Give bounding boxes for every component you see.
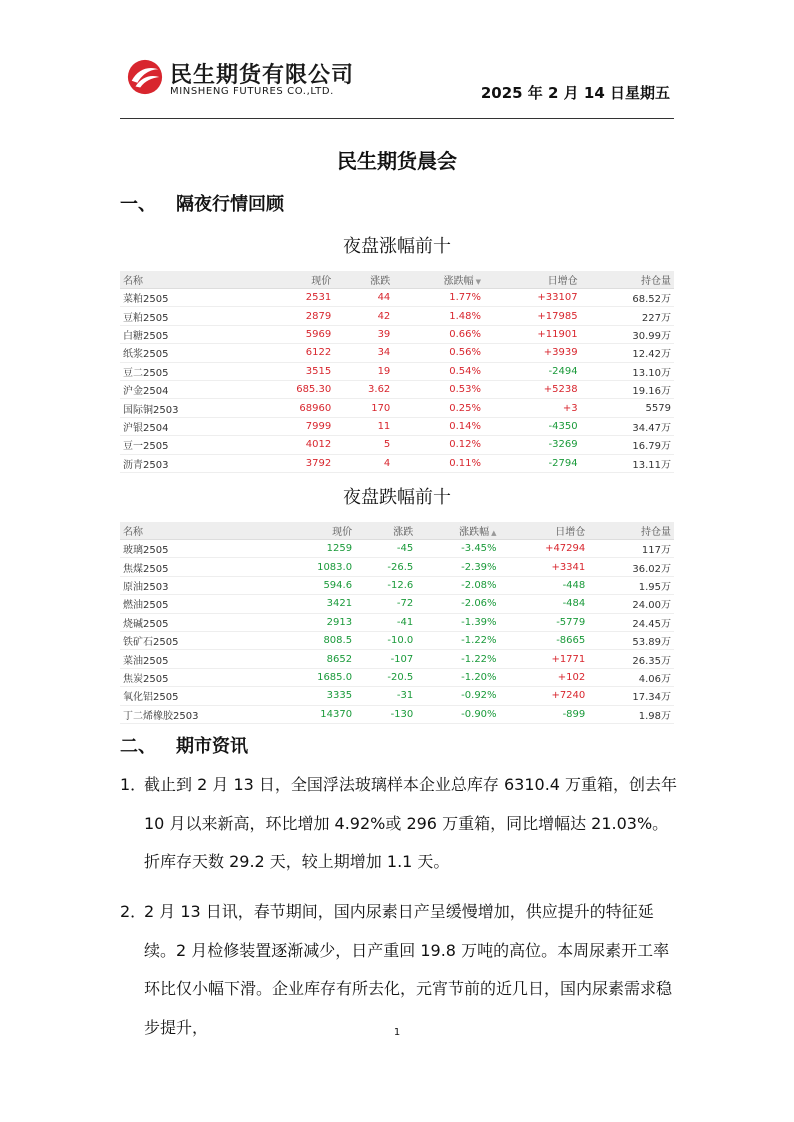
col-header-label: 涨跌幅 [459,527,490,538]
cell-price: 6122 [248,344,334,362]
cell-change: 39 [334,325,393,343]
col-header-price[interactable]: 现价 [248,271,334,289]
cell-change: -45 [355,540,416,558]
table-title-gainers: 夜盘涨幅前十 [343,236,451,257]
company-name-cn: 民生期货有限公司 [170,63,355,88]
cell-price: 5969 [248,325,334,343]
cell-name: 豆二2505 [120,362,248,380]
cell-open-interest: 19.16万 [581,380,674,398]
table-row[interactable] [120,436,674,454]
cell-change: 3.62 [334,380,393,398]
cell-daily-oi: +102 [500,668,589,686]
cell-change: -26.5 [355,558,416,576]
cell-name: 国际铜2503 [120,399,248,417]
cell-change: -31 [355,687,416,705]
cell-name: 沪金2504 [120,380,248,398]
cell-change: 44 [334,289,393,307]
table-row[interactable] [120,307,674,325]
cell-open-interest: 24.00万 [588,595,674,613]
table-row[interactable] [120,613,674,631]
section-title: 期市资讯 [176,736,248,757]
cell-change-pct: 0.11% [393,454,484,472]
table-row[interactable] [120,576,674,594]
cell-price: 808.5 [276,631,355,649]
section-number: 二、 [120,736,156,757]
section-title: 隔夜行情回顾 [176,194,284,215]
table-row[interactable] [120,399,674,417]
cell-price: 2879 [248,307,334,325]
cell-daily-oi: +47294 [500,540,589,558]
table-row[interactable] [120,380,674,398]
cell-open-interest: 16.79万 [581,436,674,454]
cell-open-interest: 24.45万 [588,613,674,631]
cell-open-interest: 117万 [588,540,674,558]
cell-change: 42 [334,307,393,325]
table-header-row [120,522,674,540]
cell-daily-oi: +3341 [500,558,589,576]
cell-change-pct: -2.39% [416,558,499,576]
cell-name: 菜粕2505 [120,289,248,307]
table-row[interactable] [120,595,674,613]
cell-change-pct: 0.54% [393,362,484,380]
cell-change-pct: 0.53% [393,380,484,398]
cell-change: -107 [355,650,416,668]
cell-name: 玻璃2505 [120,540,276,558]
news-text: 截止到 2 月 13 日，全国浮法玻璃样本企业总库存 6310.4 万重箱，创去年 10 月以来新高，环比增加 4.92%或 296 万重箱，同比增幅达 21.03%。折库存天数 29.2 天，较上期增加 1.1 天。 [144,775,678,871]
news-item-1 [120,766,680,882]
losers-table [120,522,674,724]
cell-price: 3421 [276,595,355,613]
cell-name: 沥青2503 [120,454,248,472]
cell-name: 菜油2505 [120,650,276,668]
col-header-price[interactable]: 现价 [276,522,355,540]
cell-name: 沪银2504 [120,417,248,435]
cell-daily-oi: +1771 [500,650,589,668]
cell-daily-oi: -2494 [484,362,581,380]
company-name-en: MINSHENG FUTURES CO.,LTD. [170,86,334,97]
cell-daily-oi: -448 [500,576,589,594]
table-row[interactable] [120,687,674,705]
news-number: 1． [120,775,147,794]
document-title: 民生期货晨会 [337,149,457,173]
section-heading-overnight [120,190,284,216]
sort-desc-icon: ▼ [475,278,482,286]
cell-change-pct: -1.39% [416,613,499,631]
page-header [120,52,674,119]
cell-name: 焦炭2505 [120,668,276,686]
cell-change: -12.6 [355,576,416,594]
section-heading-news [120,732,248,758]
cell-change: 4 [334,454,393,472]
cell-change: 11 [334,417,393,435]
cell-change-pct: 1.77% [393,289,484,307]
cell-change: -130 [355,705,416,723]
cell-open-interest: 227万 [581,307,674,325]
table-row[interactable] [120,631,674,649]
cell-change-pct: 0.56% [393,344,484,362]
cell-change: 5 [334,436,393,454]
cell-price: 685.30 [248,380,334,398]
company-logo [126,56,366,102]
cell-change-pct: -3.45% [416,540,499,558]
cell-price: 1685.0 [276,668,355,686]
table-row[interactable] [120,558,674,576]
cell-change-pct: -2.08% [416,576,499,594]
cell-daily-oi: +3 [484,399,581,417]
table-row[interactable] [120,668,674,686]
report-date: 2025 年 2 月 14 日星期五 [480,84,670,102]
cell-price: 3792 [248,454,334,472]
cell-daily-oi: -8665 [500,631,589,649]
table-row[interactable] [120,540,674,558]
cell-daily-oi: +7240 [500,687,589,705]
minsheng-logo-icon [126,58,164,96]
col-header-change-pct[interactable] [393,271,484,289]
cell-name: 氧化铝2505 [120,687,276,705]
cell-open-interest: 26.35万 [588,650,674,668]
cell-change-pct: -0.90% [416,705,499,723]
table-row[interactable] [120,417,674,435]
cell-name: 烧碱2505 [120,613,276,631]
news-text: 2 月 13 日讯，春节期间，国内尿素日产呈缓慢增加，供应提升的特征延续。2 月检修装置逐渐减少，日产重回 19.8 万吨的高位。本周尿素开工率环比仅小幅下滑。企业库存有所去化，元宵节前的近几日，国内尿素需求稳步提升， [144,902,673,1037]
col-header-change[interactable]: 涨跌 [334,271,393,289]
col-header-change-pct[interactable] [416,522,499,540]
cell-daily-oi: -484 [500,595,589,613]
cell-name: 原油2503 [120,576,276,594]
table-row[interactable] [120,325,674,343]
col-header-daily-oi[interactable]: 日增仓 [500,522,589,540]
col-header-label: 涨跌幅 [443,276,474,287]
col-header-name[interactable]: 名称 [120,522,276,540]
cell-open-interest: 12.42万 [581,344,674,362]
cell-daily-oi: +11901 [484,325,581,343]
cell-change: 19 [334,362,393,380]
cell-change: -41 [355,613,416,631]
cell-open-interest: 13.10万 [581,362,674,380]
cell-change-pct: 0.66% [393,325,484,343]
cell-open-interest: 5579 [581,399,674,417]
cell-change-pct: 0.25% [393,399,484,417]
cell-open-interest: 34.47万 [581,417,674,435]
cell-daily-oi: +17985 [484,307,581,325]
table-row[interactable] [120,454,674,472]
cell-change: -10.0 [355,631,416,649]
cell-change: 34 [334,344,393,362]
cell-change-pct: 0.14% [393,417,484,435]
cell-open-interest: 1.95万 [588,576,674,594]
table-row[interactable] [120,362,674,380]
cell-price: 7999 [248,417,334,435]
cell-price: 3515 [248,362,334,380]
cell-open-interest: 17.34万 [588,687,674,705]
news-number: 2． [120,902,147,921]
cell-daily-oi: -5779 [500,613,589,631]
cell-daily-oi: -2794 [484,454,581,472]
cell-name: 白糖2505 [120,325,248,343]
cell-open-interest: 30.99万 [581,325,674,343]
gainers-table [120,271,674,473]
cell-open-interest: 13.11万 [581,454,674,472]
cell-price: 3335 [276,687,355,705]
cell-daily-oi: +5238 [484,380,581,398]
cell-daily-oi: -4350 [484,417,581,435]
cell-change: 170 [334,399,393,417]
col-header-open-interest[interactable]: 持仓量 [588,522,674,540]
cell-name: 纸浆2505 [120,344,248,362]
cell-open-interest: 1.98万 [588,705,674,723]
col-header-name[interactable]: 名称 [120,271,248,289]
col-header-daily-oi[interactable]: 日增仓 [484,271,581,289]
cell-open-interest: 4.06万 [588,668,674,686]
cell-change-pct: -0.92% [416,687,499,705]
cell-daily-oi: +33107 [484,289,581,307]
cell-name: 燃油2505 [120,595,276,613]
cell-name: 铁矿石2505 [120,631,276,649]
cell-daily-oi: -899 [500,705,589,723]
cell-open-interest: 68.52万 [581,289,674,307]
cell-name: 豆粕2505 [120,307,248,325]
cell-open-interest: 53.89万 [588,631,674,649]
cell-name: 丁二烯橡胶2503 [120,705,276,723]
cell-name: 豆一2505 [120,436,248,454]
table-row[interactable] [120,705,674,723]
table-row[interactable] [120,344,674,362]
cell-change-pct: 0.12% [393,436,484,454]
col-header-change[interactable]: 涨跌 [355,522,416,540]
cell-change-pct: 1.48% [393,307,484,325]
cell-change-pct: -1.22% [416,650,499,668]
cell-open-interest: 36.02万 [588,558,674,576]
cell-price: 594.6 [276,576,355,594]
cell-change-pct: -2.06% [416,595,499,613]
news-item-2 [120,893,680,1047]
cell-change: -20.5 [355,668,416,686]
cell-change: -72 [355,595,416,613]
cell-change-pct: -1.22% [416,631,499,649]
cell-daily-oi: +3939 [484,344,581,362]
cell-daily-oi: -3269 [484,436,581,454]
cell-price: 8652 [276,650,355,668]
table-title-losers: 夜盘跌幅前十 [343,487,451,508]
section-number: 一、 [120,194,156,215]
table-row[interactable] [120,650,674,668]
cell-name: 焦煤2505 [120,558,276,576]
cell-price: 2913 [276,613,355,631]
cell-price: 14370 [276,705,355,723]
cell-price: 1083.0 [276,558,355,576]
sort-asc-icon: ▲ [491,529,497,537]
page-number: 1 [393,1027,401,1038]
cell-change-pct: -1.20% [416,668,499,686]
cell-price: 2531 [248,289,334,307]
col-header-open-interest[interactable]: 持仓量 [581,271,674,289]
cell-price: 68960 [248,399,334,417]
table-row[interactable] [120,289,674,307]
table-header-row [120,271,674,289]
cell-price: 1259 [276,540,355,558]
cell-price: 4012 [248,436,334,454]
